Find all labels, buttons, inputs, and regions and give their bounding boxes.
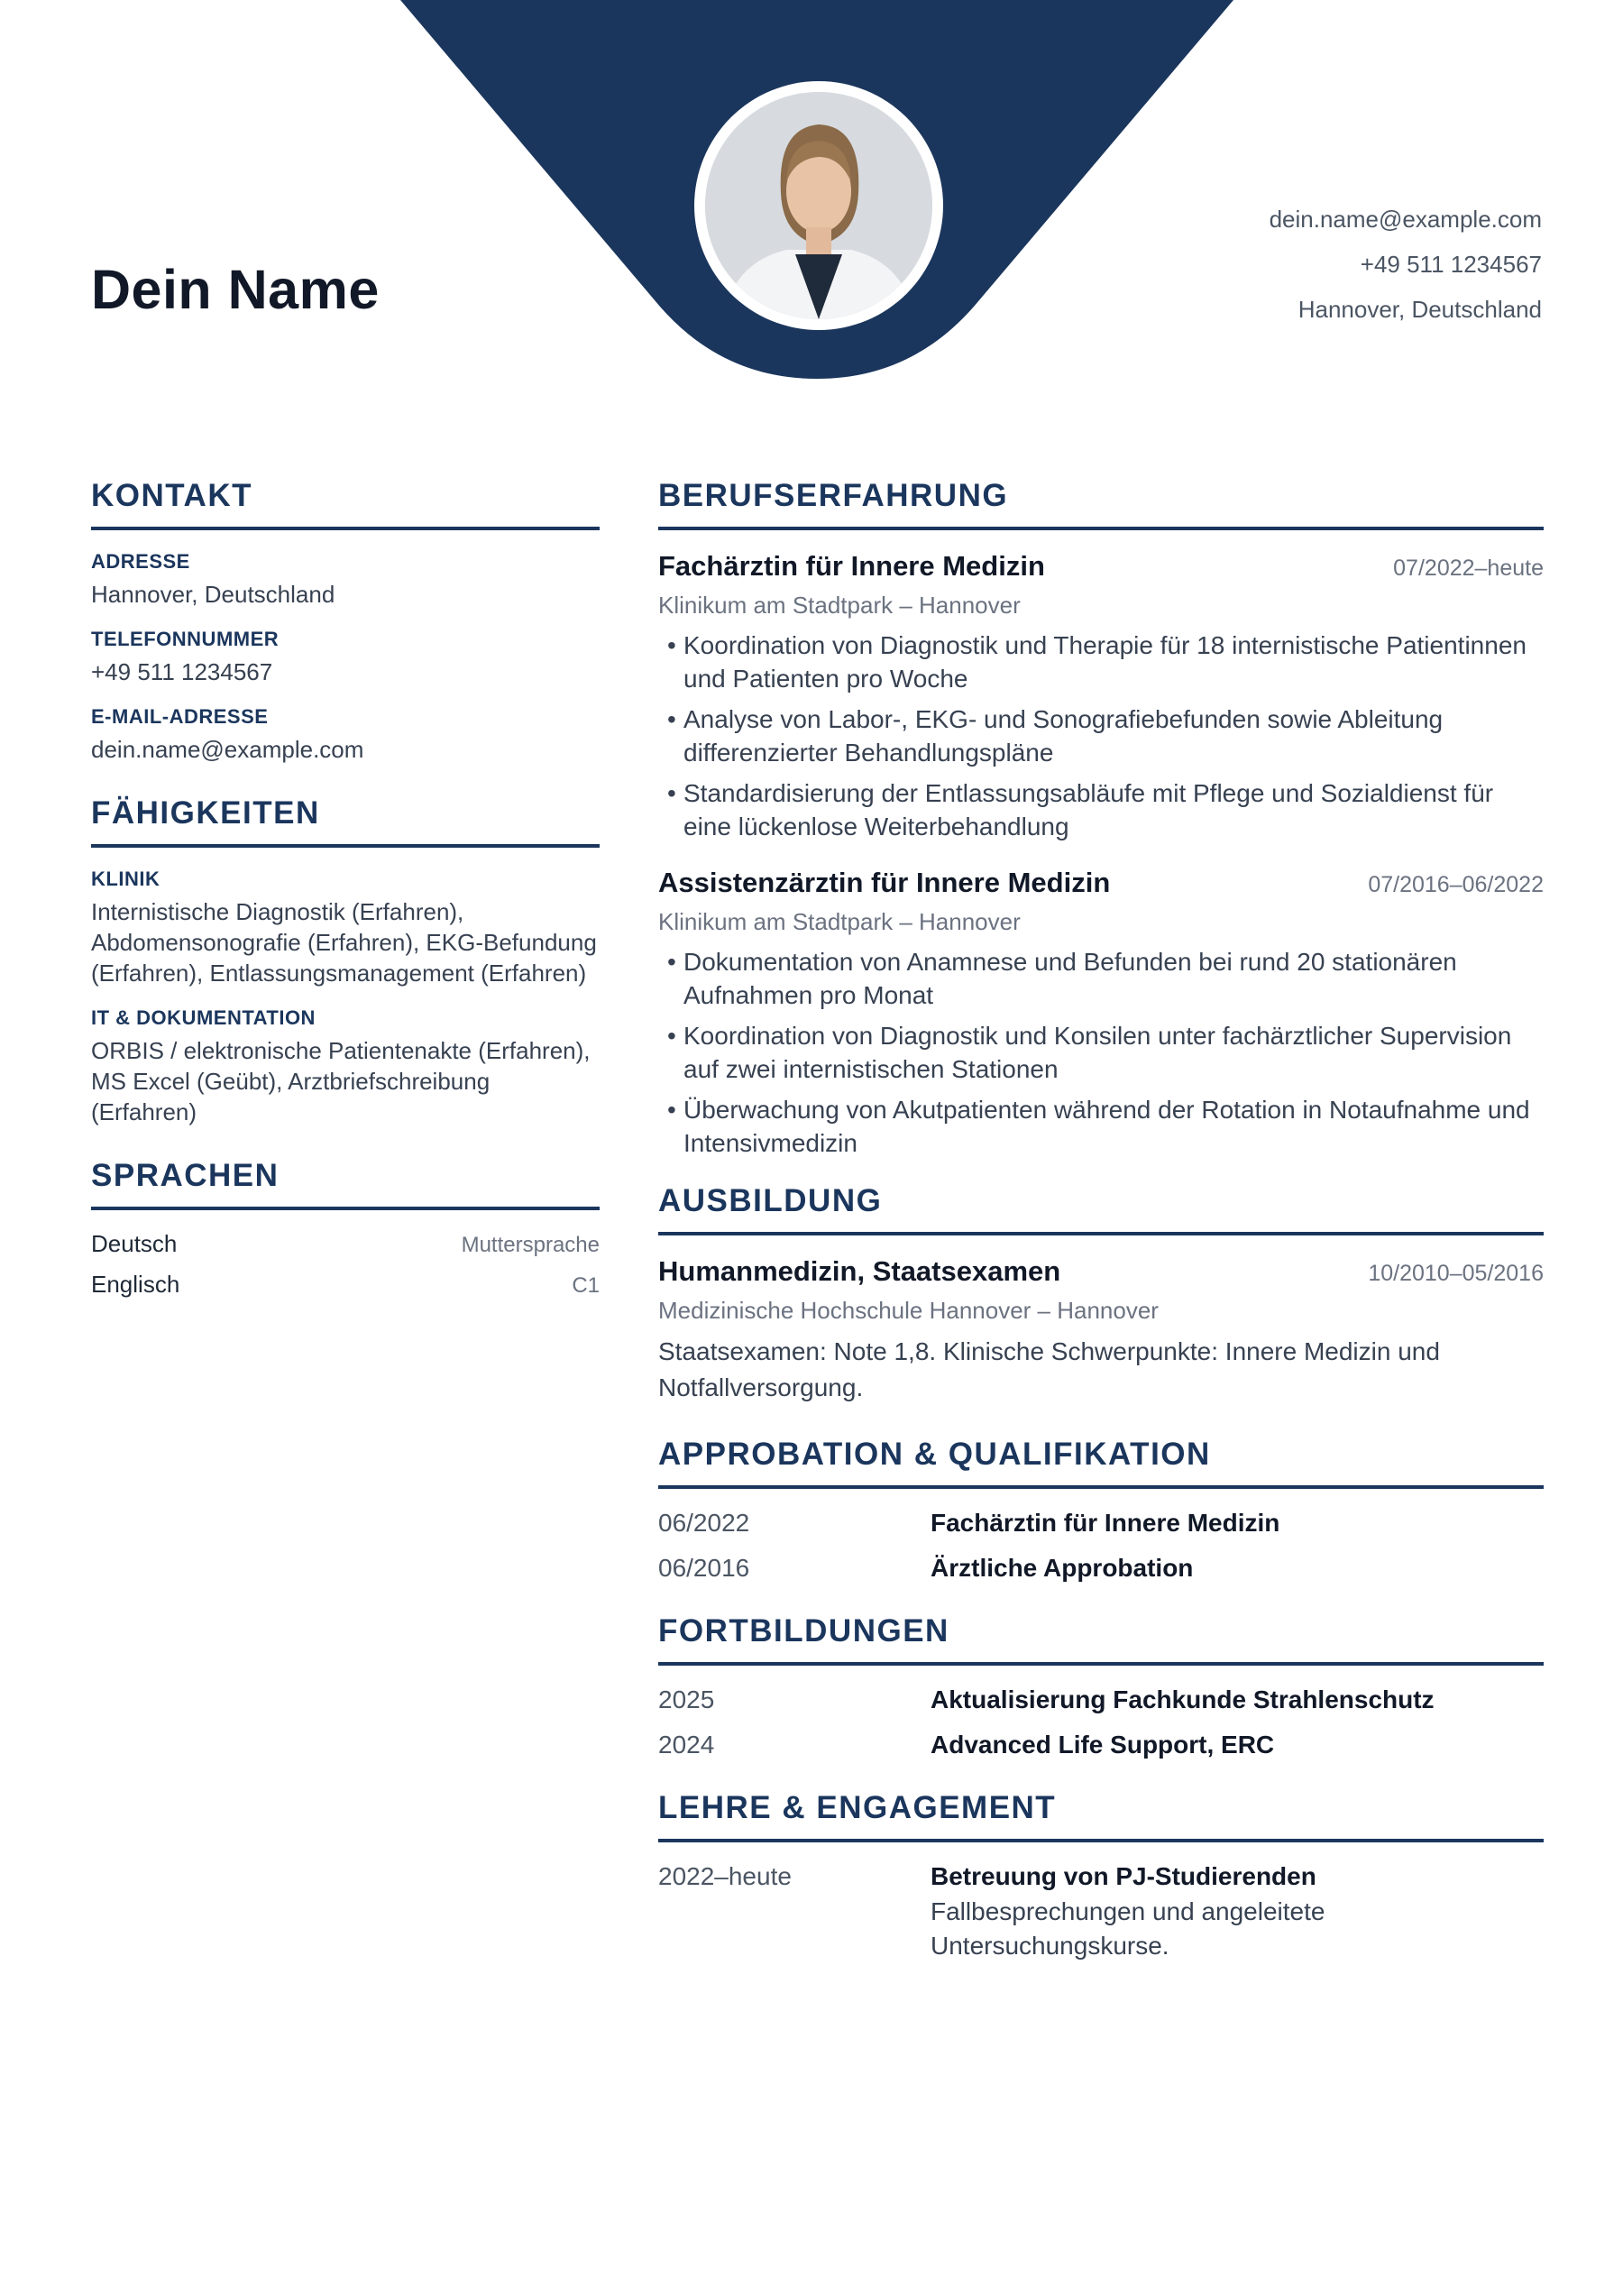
profile-photo-frame xyxy=(694,81,943,330)
job-entry xyxy=(658,867,1544,1160)
lehre-section xyxy=(658,1790,1544,1963)
header-location: Hannover, Deutschland xyxy=(1297,296,1542,323)
section-title-languages: SPRACHEN xyxy=(91,1158,600,1210)
section-title-education: AUSBILDUNG xyxy=(658,1183,1544,1235)
training-row xyxy=(658,1731,1544,1759)
header-contact xyxy=(1270,197,1542,332)
job-date: 07/2016–06/2022 xyxy=(1368,872,1544,897)
skill-group-label: IT & DOKUMENTATION xyxy=(91,1006,316,1029)
contact-value[interactable]: +49 511 1234567 xyxy=(91,658,273,685)
teaching-row xyxy=(658,1862,1544,1963)
job-title: Assistenzärztin für Innere Medizin xyxy=(658,867,1111,898)
contact-item xyxy=(91,628,600,687)
qualification-title: Ärztliche Approbation xyxy=(931,1554,1194,1582)
skill-group-value: Internistische Diagnostik (Erfahren), Abdomensonografie (Erfahren), EKG-Befundung (Erfahren), Entlassungsmanagement (Erfahren) xyxy=(91,898,597,987)
education-description: Staatsexamen: Note 1,8. Klinische Schwerpunkte: Innere Medizin und Notfallversorgung. xyxy=(658,1337,1440,1401)
education-section xyxy=(658,1183,1544,1406)
job-entry xyxy=(658,550,1544,843)
skill-group-label: KLINIK xyxy=(91,868,160,890)
training-title: Advanced Life Support, ERC xyxy=(931,1731,1275,1759)
job-bullet: • Koordination von Diagnostik und Therapie für 18 internistische Patientinnen und Patienten pro Woche xyxy=(667,631,1527,693)
qualification-date: 06/2022 xyxy=(658,1509,750,1537)
contact-value: Hannover, Deutschland xyxy=(91,581,335,608)
teaching-date: 2022–heute xyxy=(658,1862,792,1890)
job-bullet: • Analyse von Labor-, EKG- und Sonografiebefunden sowie Ableitung differenzierter Behandlungspläne xyxy=(667,705,1444,767)
fortbildungen-section xyxy=(658,1613,1544,1759)
degree-title: Humanmedizin, Staatsexamen xyxy=(658,1255,1061,1287)
language-row xyxy=(91,1271,600,1299)
contact-label: E-MAIL-ADRESSE xyxy=(91,705,269,728)
language-name: Deutsch xyxy=(91,1230,178,1257)
qualification-row xyxy=(658,1509,1544,1538)
job-date: 07/2022–heute xyxy=(1393,556,1544,581)
contact-item xyxy=(91,550,600,610)
job-bullet: • Koordination von Diagnostik und Konsilen unter fachärztlicher Supervision auf zwei internistischen Stationen xyxy=(667,1022,1512,1083)
language-row xyxy=(91,1230,600,1258)
contact-value[interactable]: dein.name@example.com xyxy=(91,736,364,763)
experience-section xyxy=(658,478,1544,1160)
job-place: Klinikum am Stadtpark – Hannover xyxy=(658,592,1021,619)
teaching-description: Fallbesprechungen und angeleitete Untersuchungskurse. xyxy=(931,1897,1325,1960)
header-email[interactable]: dein.name@example.com xyxy=(1269,206,1542,233)
job-bullet: • Dokumentation von Anamnese und Befunden bei rund 20 stationären Aufnahmen pro Monat xyxy=(667,948,1457,1009)
candidate-name: Dein Name xyxy=(91,259,380,320)
training-row xyxy=(658,1685,1544,1714)
section-title-skills: FÄHIGKEITEN xyxy=(91,795,600,848)
approbation-section xyxy=(658,1437,1544,1583)
right-column xyxy=(658,478,1544,1994)
left-column xyxy=(91,478,600,1311)
section-title-experience: BERUFSERFAHRUNG xyxy=(658,478,1544,530)
contact-label: TELEFONNUMMER xyxy=(91,628,280,650)
contact-label: ADRESSE xyxy=(91,550,190,573)
qualification-date: 06/2016 xyxy=(658,1554,750,1582)
section-title-kontakt: KONTAKT xyxy=(91,478,600,530)
header-phone[interactable]: +49 511 1234567 xyxy=(1360,251,1542,278)
skill-group xyxy=(91,1006,600,1127)
training-date: 2024 xyxy=(658,1731,715,1759)
job-bullet: • Überwachung von Akutpatienten während der Rotation in Notaufnahme und Intensivmedizin xyxy=(667,1096,1530,1157)
training-title: Aktualisierung Fachkunde Strahlenschutz xyxy=(931,1685,1435,1713)
education-place: Medizinische Hochschule Hannover – Hannover xyxy=(658,1297,1159,1324)
skill-group-value: ORBIS / elektronische Patientenakte (Erfahren), MS Excel (Geübt), Arztbriefschreibung (Erfahren) xyxy=(91,1037,591,1125)
qualification-row xyxy=(658,1554,1544,1583)
job-bullet: • Standardisierung der Entlassungsabläufe mit Pflege und Sozialdienst für eine lückenlose Weiterbehandlung xyxy=(667,779,1494,840)
education-date: 10/2010–05/2016 xyxy=(1368,1261,1544,1286)
job-title: Fachärztin für Innere Medizin xyxy=(658,550,1045,582)
skill-group xyxy=(91,868,600,988)
teaching-title: Betreuung von PJ-Studierenden xyxy=(931,1862,1316,1890)
contact-item xyxy=(91,705,600,765)
job-place: Klinikum am Stadtpark – Hannover xyxy=(658,908,1021,935)
profile-photo xyxy=(705,92,932,319)
training-date: 2025 xyxy=(658,1685,715,1713)
section-title-approbation: APPROBATION & QUALIFIKATION xyxy=(658,1437,1544,1489)
language-name: Englisch xyxy=(91,1271,180,1298)
section-title-lehre: LEHRE & ENGAGEMENT xyxy=(658,1790,1544,1842)
section-title-fortbildungen: FORTBILDUNGEN xyxy=(658,1613,1544,1666)
language-level: C1 xyxy=(572,1273,600,1298)
language-level: Muttersprache xyxy=(461,1233,600,1257)
qualification-title: Fachärztin für Innere Medizin xyxy=(931,1509,1280,1537)
